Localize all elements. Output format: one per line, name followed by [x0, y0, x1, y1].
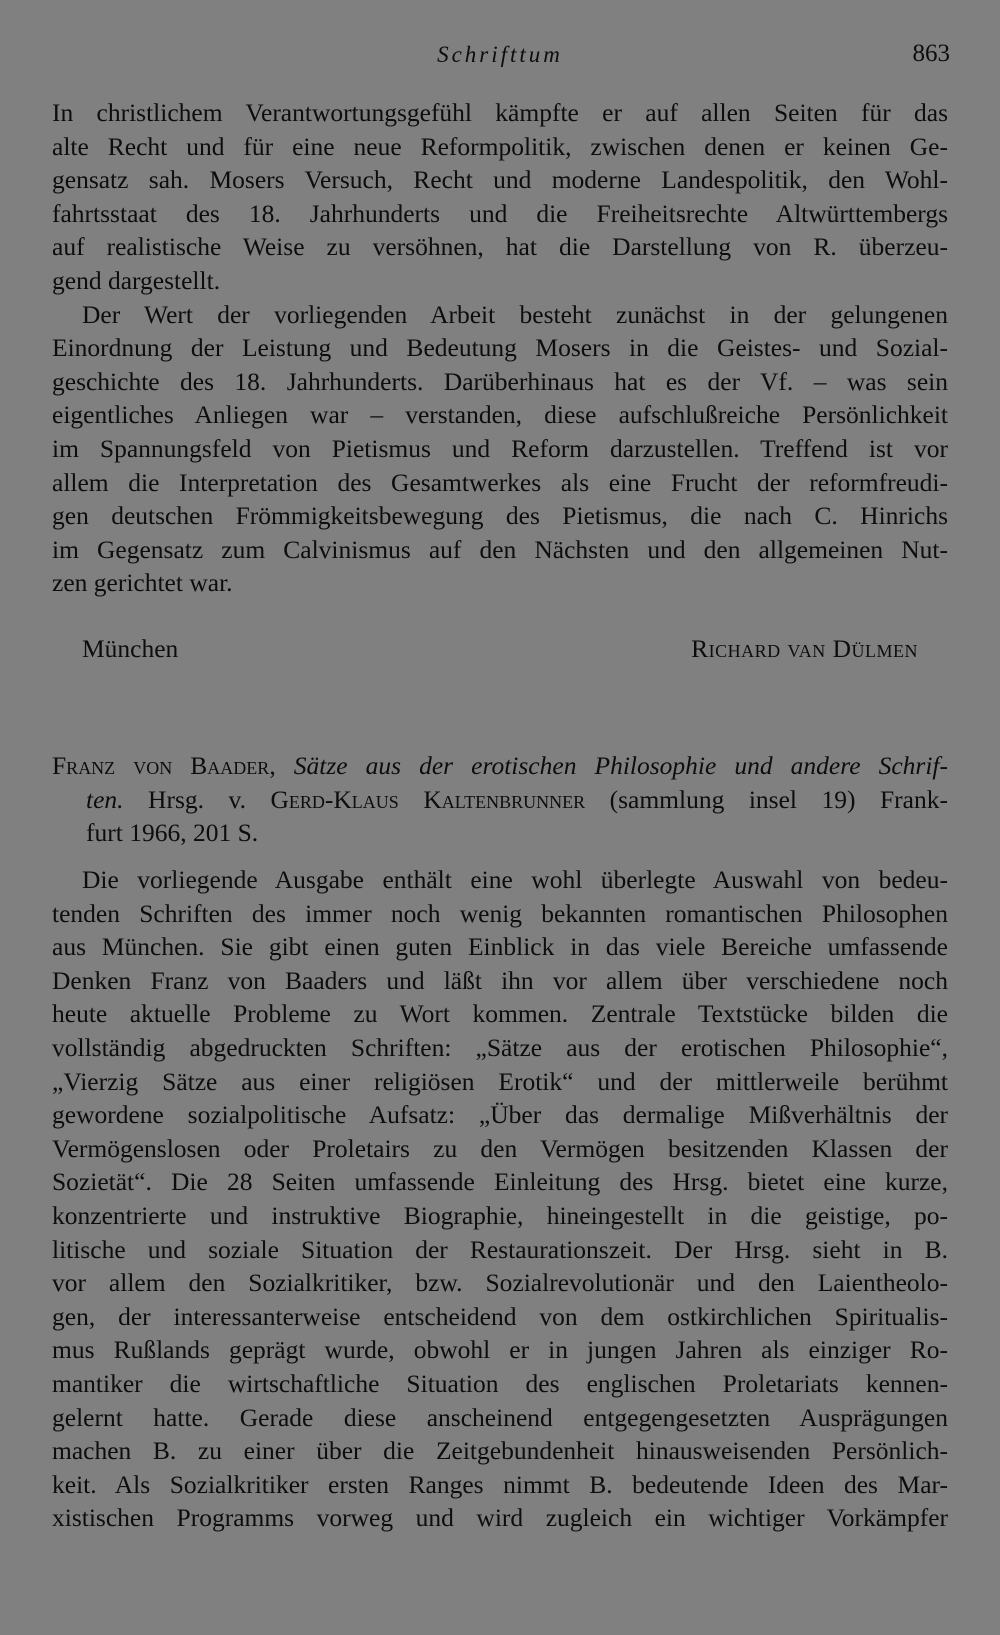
signature-author: Richard van Dülmen	[691, 634, 918, 663]
text-line: zen gerichtet war.	[52, 568, 233, 598]
review-2-heading	[52, 749, 948, 850]
text-line: allem die Interpretation des Gesamtwerkes als eine Frucht der reformfreudi-	[52, 467, 948, 497]
text-line: alte Recht und für eine neue Reformpolitik, zwischen denen er keinen Ge-	[52, 131, 948, 161]
running-title: Schrifttum	[437, 42, 563, 67]
text-line: litische und soziale Situation der Restaurationszeit. Der Hrsg. sieht in B.	[52, 1234, 948, 1264]
text-line: auf realistische Weise zu versöhnen, hat die Darstellung von R. überzeu-	[52, 232, 948, 262]
text-line: tenden Schriften des immer noch wenig bekannten romantischen Philosophen	[52, 898, 948, 928]
citation-line: Franz von Baader, Sätze aus der erotischen Philosophie und andere Schrif-	[52, 751, 949, 780]
text-line: Vermögenslosen oder Proletairs zu den Vermögen besitzenden Klassen der	[52, 1133, 948, 1163]
text-line: gelernt hatte. Gerade diese anscheinend entgegengesetzten Ausprägungen	[52, 1402, 948, 1432]
editor-name: Gerd-Klaus Kaltenbrunner	[270, 784, 586, 814]
text-line: In christlichem Verantwortungsgefühl kämpfte er auf allen Seiten für das	[52, 98, 948, 127]
text-line: geschichte des 18. Jahrhunderts. Darüberhinaus hat es der Vf. – was sein	[52, 366, 948, 396]
text-line: Der Wert der vorliegenden Arbeit besteht zunächst in der gelungenen	[82, 299, 948, 329]
review-1-signature	[82, 632, 918, 666]
text-line: gen, der interessanterweise entscheidend von dem ostkirchlichen Spiritualis-	[52, 1301, 948, 1331]
signature-place: München	[82, 634, 179, 663]
text-line: gensatz sah. Mosers Versuch, Recht und moderne Landespolitik, den Wohl-	[52, 165, 948, 195]
text-line: gend dargestellt.	[52, 265, 221, 295]
text-line: Einordnung der Leistung und Bedeutung Mosers in die Geistes- und Sozial-	[52, 333, 948, 363]
text-line: fahrtsstaat des 18. Jahrhunderts und die Freiheitsrechte Altwürttembergs	[52, 198, 948, 228]
text-line: vor allem den Sozialkritiker, bzw. Sozialrevolutionär und den Laientheolo-	[52, 1268, 948, 1298]
text-line: vollständig abgedruckten Schriften: „Sätze aus der erotischen Philosophie“,	[52, 1032, 948, 1062]
text-line: xistischen Programms vorweg und wird zugleich ein wichtiger Vorkämpfer	[52, 1503, 948, 1533]
text-line: keit. Als Sozialkritiker ersten Ranges nimmt B. bedeutende Ideen des Mar-	[52, 1469, 948, 1499]
text-line: heute aktuelle Probleme zu Wort kommen. Zentrale Textstücke bilden die	[52, 999, 948, 1029]
text-line: mantiker die wirtschaftliche Situation des englischen Proletariats kennen-	[52, 1368, 948, 1398]
text-line: gewordene sozialpolitische Aufsatz: „Über das dermalige Mißverhältnis der	[52, 1100, 948, 1130]
text-line: im Gegensatz zum Calvinismus auf den Nächsten und den allgemeinen Nut-	[52, 534, 948, 564]
text-line: Die vorliegende Ausgabe enthält eine wohl überlegte Auswahl von bedeu-	[82, 865, 948, 894]
reviewed-title: Sätze aus der erotischen Philosophie und andere Schrif-	[293, 751, 949, 780]
text-line: gen deutschen Frömmigkeitsbewegung des Pietismus, die nach C. Hinrichs	[52, 501, 948, 531]
page-number: 863	[912, 40, 950, 67]
text-line: Sozietät“. Die 28 Seiten umfassende Einleitung des Hrsg. bietet eine kurze,	[52, 1167, 948, 1197]
review-1-body	[52, 96, 948, 600]
citation-line	[52, 783, 948, 817]
series-info: (sammlung insel 19) Frank-	[585, 784, 948, 814]
running-header	[0, 40, 1000, 76]
text-line: machen B. zu einer über die Zeitgebundenheit hinausweisenden Persönlich-	[52, 1436, 948, 1466]
text-line: mus Rußlands geprägt wurde, obwohl er in jungen Jahren als einziger Ro-	[52, 1335, 948, 1365]
reviewed-title-end: ten.	[86, 784, 124, 814]
text-line: Denken Franz von Baaders und läßt ihn vor allem über verschiedene noch	[52, 965, 948, 995]
text-line: „Vierzig Sätze aus einer religiösen Erotik“ und der mittlerweile berühmt	[52, 1066, 948, 1096]
text-line: konzentrierte und instruktive Biographie, hineingestellt in die geistige, po-	[52, 1200, 948, 1230]
text-line: aus München. Sie gibt einen guten Einblick in das viele Bereiche umfassende	[52, 932, 948, 962]
citation-line: furt 1966, 201 S.	[86, 818, 259, 848]
editor-prefix: Hrsg. v.	[123, 784, 271, 814]
review-2-body	[52, 863, 948, 1535]
reviewed-author: Franz von Baader	[52, 751, 270, 780]
text-line: eigentliches Anliegen war – verstanden, diese aufschlußreiche Persönlichkeit	[52, 400, 948, 430]
text-line: im Spannungsfeld von Pietismus und Reform darzustellen. Treffend ist vor	[52, 433, 948, 463]
